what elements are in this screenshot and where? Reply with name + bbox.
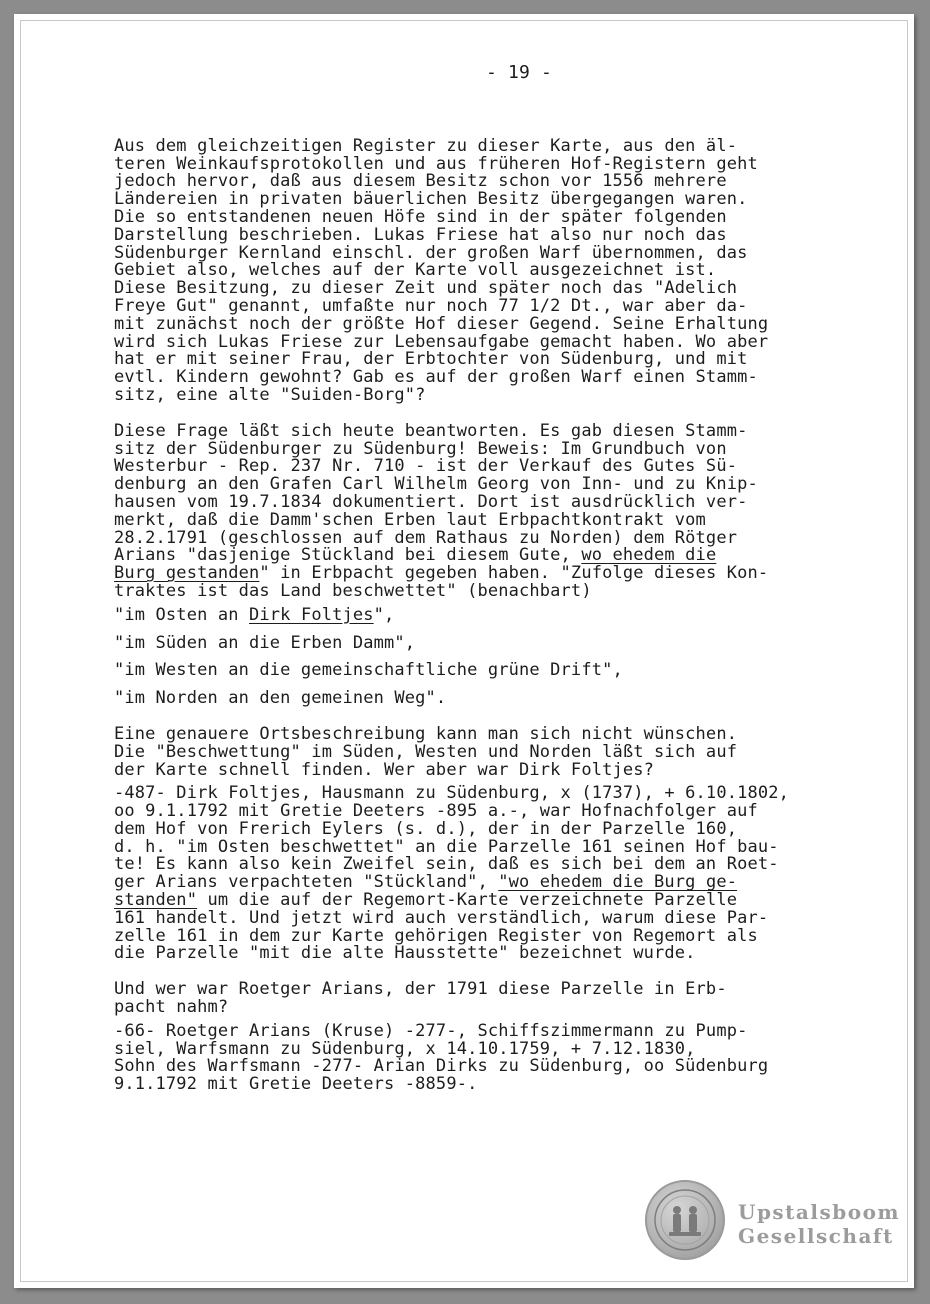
underlined-text: Burg gestanden [114, 563, 260, 584]
text-line: Gebiet also, welches auf der Karte voll ausgezeichnet ist. [114, 260, 717, 281]
text-fragment: ", [373, 604, 395, 625]
text-line: der Karte schnell finden. Wer aber war Dirk Foltjes? [114, 759, 655, 780]
seal-icon [645, 1180, 725, 1260]
text-line: Südenburger Kernland einschl. der großen Warf übernommen, das [114, 242, 748, 263]
text-line: d. h. "im Osten beschwettet" an die Parzelle 161 seinen Hof bau- [114, 836, 779, 857]
text-line: die Parzelle "mit die alte Hausstette" bezeichnet wurde. [114, 943, 696, 964]
text-line: Diese Frage läßt sich heute beantworten. Es gab diesen Stamm- [114, 420, 748, 441]
text-line: wird sich Lukas Friese zur Lebensaufgabe gemacht haben. Wo aber [114, 331, 769, 352]
text-fragment: "im Osten an [114, 604, 250, 625]
seal-graphic [647, 1182, 723, 1258]
text-fragment: um die auf der Regemort-Karte verzeichnete Parzelle [197, 890, 738, 911]
text-line: -66- Roetger Arians (Kruse) -277-, Schiffszimmermann zu Pump- [114, 1020, 748, 1041]
text-line: teren Weinkaufsprotokollen und aus früheren Hof-Registern geht [114, 153, 758, 174]
text-line: Eine genauere Ortsbeschreibung kann man sich nicht wünschen. [114, 723, 738, 744]
paragraph-5 [114, 981, 834, 1017]
quote-line-east [114, 604, 834, 625]
text-line: hausen vom 19.7.1834 dokumentiert. Dort ist ausdrücklich ver- [114, 491, 748, 512]
text-fragment: ger Arians verpachteten "Stückland", [114, 872, 499, 893]
text-line: te! Es kann also kein Zweifel sein, daß es sich bei dem an Roet- [114, 854, 779, 875]
text-line: 161 handelt. Und jetzt wird auch verständlich, warum diese Par- [114, 907, 769, 928]
underlined-text: standen" [114, 890, 198, 911]
logo-line-2: Gesellschaft [738, 1224, 894, 1248]
underlined-text: "wo ehedem die Burg ge- [498, 872, 738, 893]
paragraph-3 [114, 723, 834, 780]
text-line: merkt, daß die Damm'schen Erben laut Erbpachtkontrakt vom [114, 509, 706, 530]
paragraph-2 [114, 420, 834, 601]
text-line: Diese Besitzung, zu dieser Zeit und später noch das "Adelich [114, 278, 738, 299]
society-logo-text [738, 1200, 900, 1248]
document-page [14, 14, 914, 1288]
paragraph-4 [114, 785, 834, 963]
text-line: -487- Dirk Foltjes, Hausmann zu Südenburg, x (1737), + 6.10.1802, [114, 783, 790, 804]
text-fragment: " in Erbpacht gegeben haben. "Zufolge dieses Kon- [259, 563, 769, 584]
text-line: Westerbur - Rep. 237 Nr. 710 - ist der Verkauf des Gutes Sü- [114, 456, 738, 477]
paragraph-1 [114, 135, 834, 405]
text-line: sitz der Südenburger zu Südenburg! Beweis: Im Grundbuch von [114, 438, 727, 459]
logo-line-1: Upstalsboom [738, 1200, 901, 1224]
text-line: siel, Warfsmann zu Südenburg, x 14.10.1759, + 7.12.1830, [114, 1038, 696, 1059]
text-line: Darstellung beschrieben. Lukas Friese hat also nur noch das [114, 224, 727, 245]
text-line: oo 9.1.1792 mit Gretie Deeters -895 a.-, war Hofnachfolger auf [114, 801, 758, 822]
text-line: sitz, eine alte "Suiden-Borg"? [114, 384, 426, 405]
underlined-text: Dirk Foltjes [249, 604, 374, 625]
text-line: traktes ist das Land beschwettet" (benachbart) [114, 580, 592, 601]
text-line: Sohn des Warfsmann -277- Arian Dirks zu Südenburg, oo Südenburg [114, 1056, 769, 1077]
boundary-quotes [114, 604, 834, 709]
text-line: Die "Beschwettung" im Süden, Westen und Norden läßt sich auf [114, 741, 738, 762]
quote-line-north: "im Norden an den gemeinen Weg". [114, 688, 447, 709]
text-line: dem Hof von Frerich Eylers (s. d.), der in der Parzelle 160, [114, 818, 738, 839]
quote-line-west: "im Westen an die gemeinschaftliche grüne Drift", [114, 660, 623, 681]
text-line: Aus dem gleichzeitigen Register zu dieser Karte, aus den äl- [114, 135, 738, 156]
text-line: 9.1.1792 mit Gretie Deeters -8859-. [114, 1074, 478, 1095]
text-line: Freye Gut" genannt, umfaßte nur noch 77 1/2 Dt., war aber da- [114, 295, 748, 316]
text-line: hat er mit seiner Frau, der Erbtochter von Südenburg, und mit [114, 349, 748, 370]
quote-line-south: "im Süden an die Erben Damm", [114, 632, 416, 653]
text-fragment: Arians "dasjenige Stückland bei diesem Gute, [114, 545, 582, 566]
text-line: mit zunächst noch der größte Hof dieser Gegend. Seine Erhaltung [114, 313, 769, 334]
text-line: pacht nahm? [114, 997, 229, 1018]
text-line: Die so entstandenen neuen Höfe sind in der später folgenden [114, 206, 727, 227]
text-line: jedoch hervor, daß aus diesem Besitz schon vor 1556 mehrere [114, 171, 727, 192]
text-line: 28.2.1791 (geschlossen auf dem Rathaus zu Norden) dem Rötger [114, 527, 738, 548]
text-line: denburg an den Grafen Carl Wilhelm Georg von Inn- und zu Knip- [114, 474, 758, 495]
page-number: - 19 - [486, 62, 552, 83]
text-line: Und wer war Roetger Arians, der 1791 diese Parzelle in Erb- [114, 979, 727, 1000]
paragraph-6 [114, 1020, 834, 1095]
underlined-text: wo ehedem die [581, 545, 717, 566]
text-line: Ländereien in privaten bäuerlichen Besitz übergegangen waren. [114, 189, 748, 210]
text-line: evtl. Kindern gewohnt? Gab es auf der großen Warf einen Stamm- [114, 367, 758, 388]
document-body [114, 64, 834, 1112]
text-line: zelle 161 in dem zur Karte gehörigen Register von Regemort als [114, 925, 758, 946]
